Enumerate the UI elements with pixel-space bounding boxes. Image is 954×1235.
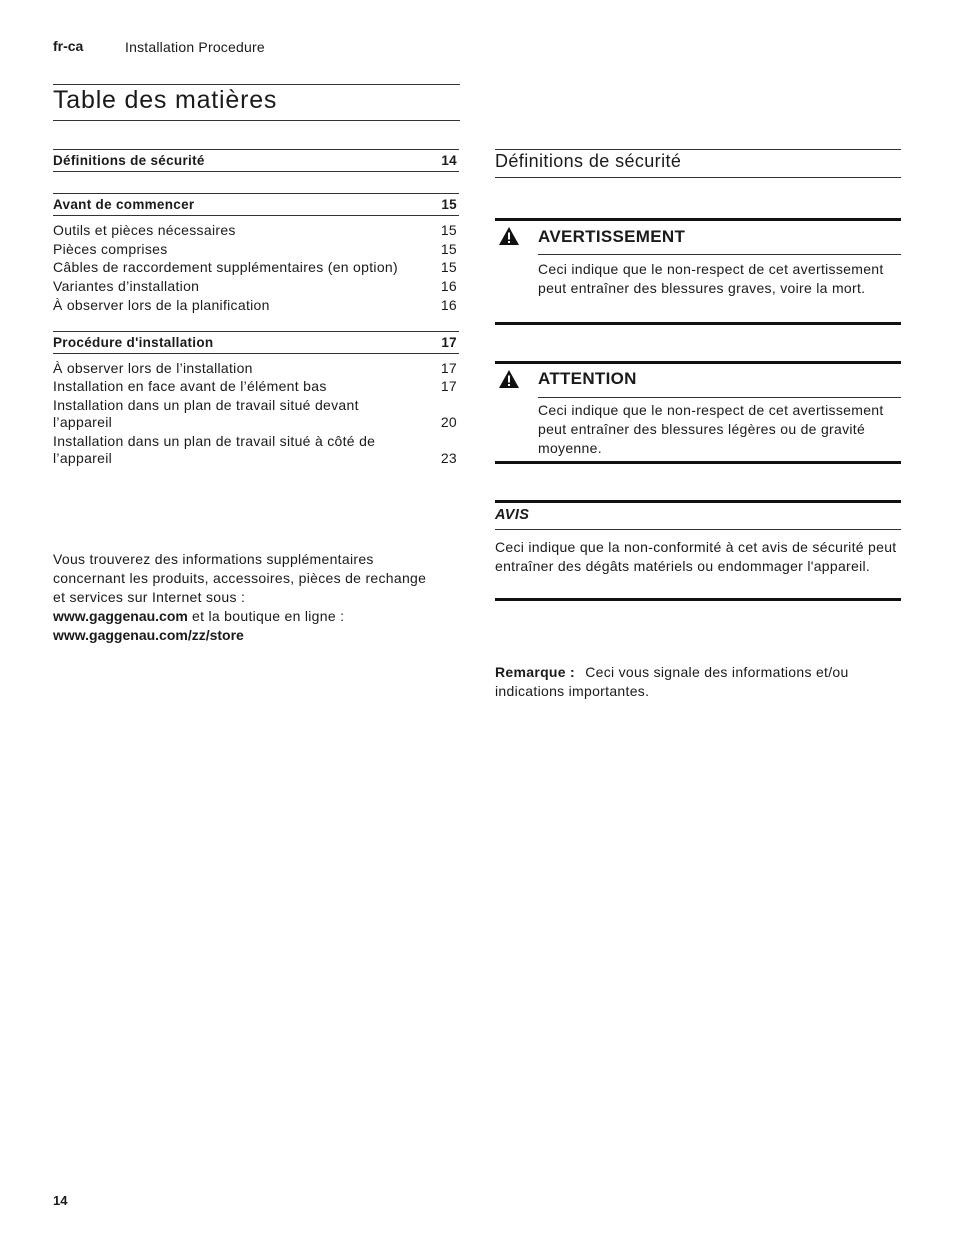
- toc-entry[interactable]: [53, 433, 457, 467]
- caution-title: ATTENTION: [538, 369, 637, 388]
- toc-entry-label: Pièces comprises: [53, 241, 168, 257]
- divider: [538, 254, 901, 255]
- divider: [495, 361, 901, 364]
- page-number: 14: [53, 1193, 68, 1208]
- toc-entry[interactable]: [53, 278, 457, 295]
- website-link[interactable]: www.gaggenau.com: [53, 608, 188, 624]
- divider: [495, 461, 901, 464]
- warning-triangle-icon: [498, 226, 520, 246]
- store-link[interactable]: www.gaggenau.com/zz/store: [53, 627, 244, 643]
- notice-title: AVIS: [495, 507, 530, 523]
- toc-entry-label: Câbles de raccordement supplémentaires (en option): [53, 259, 398, 275]
- toc-entry-page: 23: [440, 450, 457, 466]
- warning-title: AVERTISSEMENT: [538, 227, 686, 246]
- toc-heading: Table des matières: [53, 86, 278, 114]
- toc-entry[interactable]: [53, 360, 457, 377]
- warning-text: Ceci indique que le non-respect de cet avertissement peut entraîner des blessures graves, voire la mort.: [538, 261, 884, 296]
- toc-entry-label: Variantes d’installation: [53, 278, 200, 294]
- toc-section-page: 15: [441, 197, 457, 212]
- toc-entry[interactable]: [53, 297, 457, 314]
- toc-entry-page: 16: [440, 297, 457, 313]
- toc-entry-page: 15: [440, 222, 457, 238]
- caution-text: Ceci indique que le non-respect de cet avertissement peut entraîner des blessures légères ou de gravité moyenne.: [538, 402, 884, 456]
- toc-section-label: Définitions de sécurité: [53, 153, 205, 168]
- toc-entry-label: Installation dans un plan de travail situé devant l’appareil: [53, 397, 359, 430]
- toc-entry-label: À observer lors de la planification: [53, 297, 270, 313]
- toc-entry-page: 20: [440, 414, 457, 430]
- notice-box: [495, 500, 901, 603]
- toc-entry[interactable]: [53, 259, 457, 276]
- divider: [495, 149, 901, 150]
- toc-entry-label: Outils et pièces nécessaires: [53, 222, 236, 238]
- toc-section-page: 14: [441, 153, 457, 168]
- divider: [495, 218, 901, 221]
- caution-box: [495, 361, 901, 466]
- divider: [53, 84, 460, 85]
- toc-entry-page: 15: [440, 259, 457, 275]
- toc-entry[interactable]: [53, 378, 457, 395]
- toc-entry-page: 17: [440, 360, 457, 376]
- toc-entry-label: À observer lors de l’installation: [53, 360, 253, 376]
- toc-section-page: 17: [441, 335, 457, 350]
- toc-section-label: Avant de commencer: [53, 197, 195, 212]
- toc-entry-label: Installation en face avant de l’élément bas: [53, 378, 327, 394]
- remark-text: Ceci vous signale des informations et/ou indications importantes.: [495, 664, 849, 699]
- toc-entry[interactable]: [53, 397, 457, 431]
- divider: [495, 177, 901, 178]
- safety-heading: Définitions de sécurité: [495, 151, 682, 171]
- info-paragraph: [53, 550, 433, 645]
- info-middle: et la boutique en ligne :: [187, 608, 345, 624]
- divider: [495, 598, 901, 601]
- warning-triangle-icon: [498, 369, 520, 389]
- toc-section-safety[interactable]: [53, 149, 459, 172]
- toc-section-before-start[interactable]: [53, 193, 459, 216]
- toc-entry-label: Installation dans un plan de travail situé à côté de l’appareil: [53, 433, 376, 466]
- toc-section-label: Procédure d'installation: [53, 335, 214, 350]
- toc-entry-page: 15: [440, 241, 457, 257]
- info-text: Vous trouverez des informations supplémentaires concernant les produits, accessoires, pièces de rechange et services sur Internet sous :: [53, 551, 427, 605]
- divider: [538, 397, 901, 398]
- divider: [495, 500, 901, 503]
- language-code: fr-ca: [53, 38, 84, 54]
- document-title: Installation Procedure: [125, 39, 265, 55]
- toc-entry-page: 16: [440, 278, 457, 294]
- toc-section-installation[interactable]: [53, 331, 459, 354]
- toc-entry[interactable]: [53, 222, 457, 239]
- remark-label: Remarque :: [495, 664, 576, 680]
- toc-entry[interactable]: [53, 241, 457, 258]
- remark: [495, 663, 901, 701]
- divider: [495, 322, 901, 325]
- notice-text: Ceci indique que la non-conformité à cet avis de sécurité peut entraîner des dégâts matériels ou endommager l'appareil.: [495, 539, 897, 574]
- divider: [495, 529, 901, 530]
- warning-box: [495, 218, 901, 326]
- divider: [53, 120, 460, 121]
- toc-entry-page: 17: [440, 378, 457, 394]
